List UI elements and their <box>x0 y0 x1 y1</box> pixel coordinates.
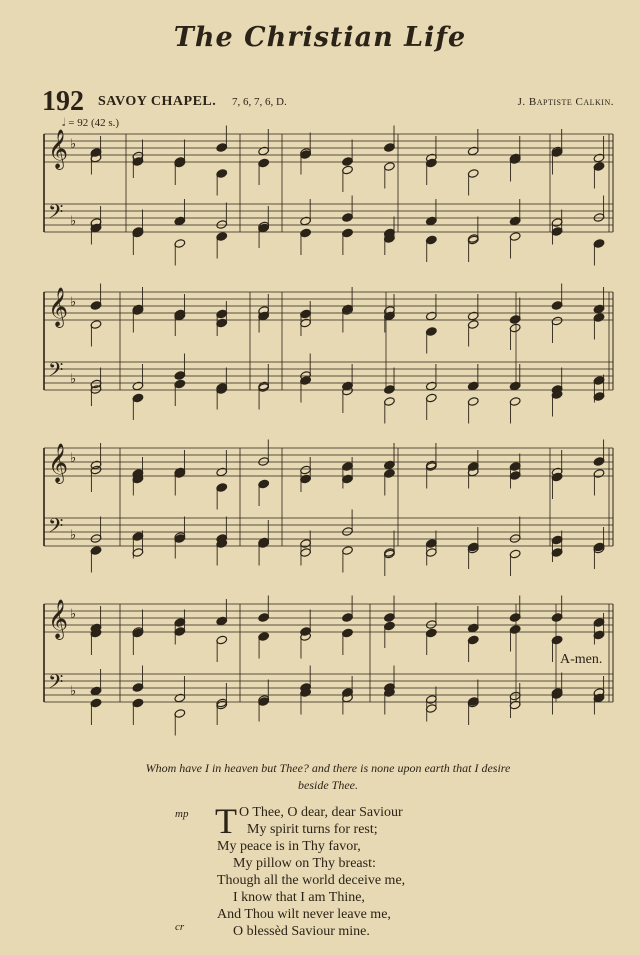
note-head-icon <box>216 616 228 626</box>
epigraph <box>68 760 588 794</box>
note-head-icon <box>509 625 521 635</box>
verse-line: My pillow on Thy breast: <box>233 856 376 871</box>
note-head-icon <box>551 227 563 237</box>
key-signature-flat-icon: ♭ <box>70 607 77 622</box>
note-head-icon <box>216 232 228 242</box>
bass-clef-icon: 𝄢 <box>48 358 64 386</box>
note-head-icon <box>174 618 186 628</box>
verse-line: O Thee, O dear, dear Saviour <box>239 805 403 820</box>
note-head-icon <box>509 381 521 391</box>
dynamic-cr: cr <box>175 921 185 933</box>
verse-line: I know that I am Thine, <box>233 890 365 905</box>
note-head-icon <box>132 393 144 403</box>
note-head-icon <box>342 462 354 472</box>
note-head-icon <box>425 620 437 630</box>
note-head-icon <box>216 143 228 153</box>
note-head-icon <box>384 162 396 172</box>
note-head-icon <box>258 457 270 467</box>
note-head-icon <box>342 157 354 167</box>
note-head-icon <box>342 228 354 238</box>
note-head-icon <box>342 546 354 556</box>
note-head-icon <box>258 146 270 156</box>
verse-line: My spirit turns for rest; <box>247 822 378 837</box>
note-head-icon <box>509 397 521 407</box>
note-head-icon <box>467 320 479 330</box>
note-head-icon <box>342 165 354 175</box>
note-head-icon <box>551 635 563 645</box>
note-head-icon <box>300 474 312 484</box>
note-head-icon <box>300 228 312 238</box>
note-head-icon <box>467 623 479 633</box>
verse-line: My peace is in Thy favor, <box>217 839 361 854</box>
note-head-icon <box>384 460 396 470</box>
tune-name: SAVOY CHAPEL. <box>98 94 217 109</box>
note-head-icon <box>90 301 102 311</box>
note-head-icon <box>174 693 186 703</box>
note-head-icon <box>258 613 270 623</box>
key-signature-flat-icon: ♭ <box>70 372 77 387</box>
note-head-icon <box>216 467 228 477</box>
key-signature-flat-icon: ♭ <box>70 214 77 229</box>
note-head-icon <box>132 381 144 391</box>
hymn-number: 192 <box>42 86 84 117</box>
note-head-icon <box>593 153 605 163</box>
note-head-icon <box>90 686 102 696</box>
note-head-icon <box>551 218 563 228</box>
note-head-icon <box>551 316 563 326</box>
key-signature-flat-icon: ♭ <box>70 451 77 466</box>
note-head-icon <box>467 311 479 321</box>
note-head-icon <box>174 239 186 249</box>
note-head-icon <box>342 527 354 537</box>
note-head-icon <box>216 169 228 179</box>
note-head-icon <box>300 216 312 226</box>
note-head-icon <box>132 683 144 693</box>
note-head-icon <box>509 549 521 559</box>
note-head-icon <box>425 393 437 403</box>
note-head-icon <box>90 320 102 330</box>
note-head-icon <box>300 465 312 475</box>
note-head-icon <box>593 630 605 640</box>
note-head-icon <box>384 469 396 479</box>
verse-line: Though all the world deceive me, <box>217 873 406 888</box>
note-head-icon <box>593 313 605 323</box>
composer: J. Baptiste Calkin. <box>517 96 614 108</box>
note-head-icon <box>174 709 186 719</box>
note-head-icon <box>342 613 354 623</box>
page-title: The Christian Life <box>173 22 467 53</box>
note-head-icon <box>509 534 521 544</box>
note-head-icon <box>425 548 437 558</box>
note-head-icon <box>509 216 521 226</box>
note-head-icon <box>300 309 312 319</box>
tempo-marking: 𝅗𝅥 = 92 (42 s.) <box>62 117 120 129</box>
note-head-icon <box>425 539 437 549</box>
note-head-icon <box>593 457 605 467</box>
note-head-icon <box>551 535 563 545</box>
note-head-icon <box>509 471 521 481</box>
note-head-icon <box>425 327 437 337</box>
note-head-icon <box>467 635 479 645</box>
note-head-icon <box>551 613 563 623</box>
drop-cap: T <box>215 801 237 841</box>
note-head-icon <box>425 235 437 245</box>
note-head-icon <box>593 304 605 314</box>
note-head-icon <box>425 704 437 714</box>
note-head-icon <box>551 548 563 558</box>
note-head-icon <box>509 232 521 242</box>
note-head-icon <box>174 379 186 389</box>
note-head-icon <box>90 534 102 544</box>
note-head-icon <box>384 397 396 407</box>
note-head-icon <box>425 628 437 638</box>
note-head-icon <box>300 548 312 558</box>
note-head-icon <box>384 143 396 153</box>
note-head-icon <box>509 691 521 701</box>
note-head-icon <box>467 146 479 156</box>
key-signature-flat-icon: ♭ <box>70 137 77 152</box>
note-head-icon <box>216 318 228 328</box>
note-head-icon <box>342 628 354 638</box>
key-signature-flat-icon: ♭ <box>70 528 77 543</box>
treble-clef-icon: 𝄞 <box>48 287 69 327</box>
note-head-icon <box>509 700 521 710</box>
note-head-icon <box>216 309 228 319</box>
meter: 7, 6, 7, 6, D. <box>232 96 287 108</box>
note-head-icon <box>132 548 144 558</box>
note-head-icon <box>384 385 396 395</box>
note-head-icon <box>593 162 605 172</box>
note-head-icon <box>300 539 312 549</box>
note-head-icon <box>216 483 228 493</box>
note-head-icon <box>90 698 102 708</box>
note-head-icon <box>216 220 228 230</box>
bass-clef-icon: 𝄢 <box>48 670 64 698</box>
note-head-icon <box>174 371 186 381</box>
note-head-icon <box>467 381 479 391</box>
note-head-icon <box>342 474 354 484</box>
note-head-icon <box>593 213 605 223</box>
note-head-icon <box>425 381 437 391</box>
note-head-icon <box>174 627 186 637</box>
note-head-icon <box>467 397 479 407</box>
note-head-icon <box>509 462 521 472</box>
key-signature-flat-icon: ♭ <box>70 295 77 310</box>
note-head-icon <box>300 318 312 328</box>
epigraph-line-2: beside Thee. <box>298 778 358 792</box>
treble-clef-icon: 𝄞 <box>48 443 69 483</box>
bass-clef-icon: 𝄢 <box>48 514 64 542</box>
note-head-icon <box>467 169 479 179</box>
note-head-icon <box>90 546 102 556</box>
bass-clef-icon: 𝄢 <box>48 200 64 228</box>
note-head-icon <box>509 613 521 623</box>
note-head-icon <box>593 376 605 386</box>
note-head-icon <box>593 392 605 402</box>
note-head-icon <box>509 323 521 333</box>
note-head-icon <box>384 613 396 623</box>
amen-label: A-men. <box>560 652 603 667</box>
note-head-icon <box>425 695 437 705</box>
note-head-icon <box>132 532 144 542</box>
note-head-icon <box>509 315 521 325</box>
note-head-icon <box>593 618 605 628</box>
note-head-icon <box>551 301 563 311</box>
note-head-icon <box>258 632 270 642</box>
key-signature-flat-icon: ♭ <box>70 684 77 699</box>
epigraph-line-1: Whom have I in heaven but Thee? and there is none upon earth that I desire <box>145 761 511 775</box>
verse-line: O blessèd Saviour mine. <box>233 924 370 939</box>
note-head-icon <box>593 469 605 479</box>
note-head-icon <box>258 479 270 489</box>
note-head-icon <box>593 239 605 249</box>
note-head-icon <box>174 216 186 226</box>
note-head-icon <box>216 635 228 645</box>
note-head-icon <box>258 158 270 168</box>
note-head-icon <box>384 621 396 631</box>
dynamic-mp: mp <box>175 808 189 820</box>
note-head-icon <box>132 698 144 708</box>
treble-clef-icon: 𝄞 <box>48 129 69 169</box>
note-head-icon <box>342 213 354 223</box>
treble-clef-icon: 𝄞 <box>48 599 69 639</box>
note-head-icon <box>425 216 437 226</box>
verse-line: And Thou wilt never leave me, <box>217 907 391 922</box>
note-head-icon <box>425 311 437 321</box>
